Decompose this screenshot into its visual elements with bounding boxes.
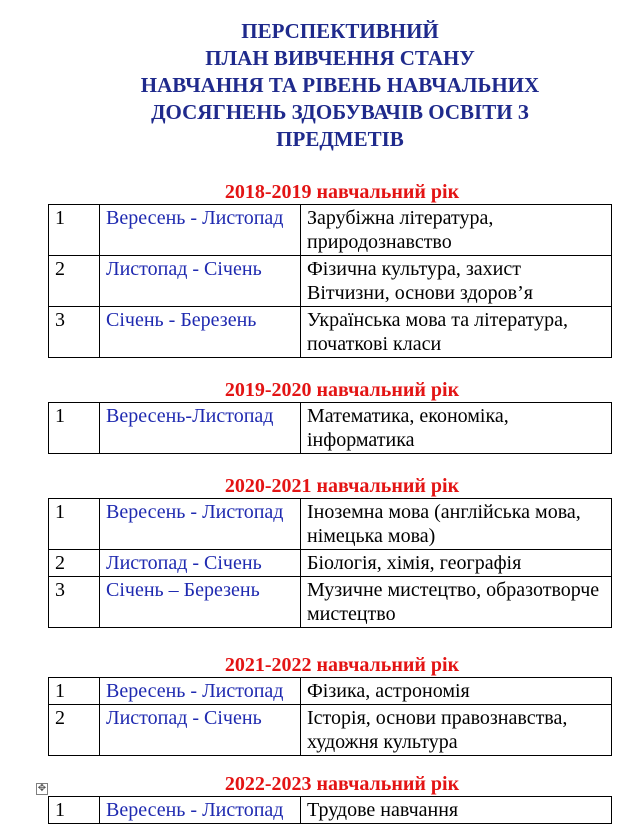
row-number[interactable]: 1 [49,403,100,454]
row-period[interactable]: Вересень-Листопад [100,403,301,454]
row-subject[interactable]: Зарубіжна література, природознавство [301,205,612,256]
plan-table-2018-2019[interactable] [48,204,612,358]
table-row[interactable] [49,797,612,824]
row-subject[interactable]: Історія, основи правознавства, художня культура [301,705,612,756]
row-number[interactable]: 1 [49,797,100,824]
table-row[interactable] [49,307,612,358]
row-period[interactable]: Вересень - Листопад [100,205,301,256]
row-number[interactable]: 1 [49,678,100,705]
row-period[interactable]: Січень – Березень [100,577,301,628]
table-row[interactable] [49,256,612,307]
row-subject[interactable]: Фізична культура, захист Вітчизни, основи здоров’я [301,256,612,307]
move-arrows-icon: ✥ [37,783,47,794]
year-heading-2018-2019: 2018-2019 навчальний рік [224,181,460,203]
row-number[interactable]: 1 [49,499,100,550]
row-period[interactable]: Вересень - Листопад [100,499,301,550]
year-heading-2019-2020: 2019-2020 навчальний рік [224,379,460,401]
table-row[interactable] [49,577,612,628]
row-subject[interactable]: Біологія, хімія, географія [301,550,612,577]
row-period[interactable]: Листопад - Січень [100,705,301,756]
table-move-handle[interactable] [36,783,48,795]
year-heading-2022-2023: 2022-2023 навчальний рік [224,773,460,795]
title-line: ДОСЯГНЕНЬ ЗДОБУВАЧІВ ОСВІТИ З [151,100,529,124]
plan-table-2019-2020[interactable] [48,402,612,454]
row-subject[interactable]: Українська мова та література, початкові класи [301,307,612,358]
row-number[interactable]: 3 [49,577,100,628]
table-row[interactable] [49,550,612,577]
row-number[interactable]: 2 [49,256,100,307]
row-period[interactable]: Вересень - Листопад [100,678,301,705]
row-period[interactable]: Січень - Березень [100,307,301,358]
title-line: ПРЕДМЕТІВ [276,127,404,151]
document-title [90,18,590,153]
row-number[interactable]: 1 [49,205,100,256]
table-row[interactable] [49,205,612,256]
year-heading-2020-2021: 2020-2021 навчальний рік [224,475,460,497]
table-row[interactable] [49,705,612,756]
row-number[interactable]: 3 [49,307,100,358]
title-line: НАВЧАННЯ ТА РІВЕНЬ НАВЧАЛЬНИХ [140,73,540,97]
row-subject[interactable]: Фізика, астрономія [301,678,612,705]
row-subject[interactable]: Музичне мистецтво, образотворче мистецтво [301,577,612,628]
row-number[interactable]: 2 [49,550,100,577]
title-line: ПЕРСПЕКТИВНИЙ [241,19,439,43]
year-heading-2021-2022: 2021-2022 навчальний рік [224,654,460,676]
title-line: ПЛАН ВИВЧЕННЯ СТАНУ [205,46,475,70]
table-row[interactable] [49,678,612,705]
row-period[interactable]: Листопад - Січень [100,256,301,307]
row-subject[interactable]: Іноземна мова (англійська мова, німецька мова) [301,499,612,550]
row-period[interactable]: Листопад - Січень [100,550,301,577]
row-period[interactable]: Вересень - Листопад [100,797,301,824]
plan-table-2021-2022[interactable] [48,677,612,756]
table-row[interactable] [49,403,612,454]
plan-table-2020-2021[interactable] [48,498,612,628]
table-row[interactable] [49,499,612,550]
plan-table-2022-2023[interactable] [48,796,612,824]
row-subject[interactable]: Трудове навчання [301,797,612,824]
row-number[interactable]: 2 [49,705,100,756]
row-subject[interactable]: Математика, економіка, інформатика [301,403,612,454]
